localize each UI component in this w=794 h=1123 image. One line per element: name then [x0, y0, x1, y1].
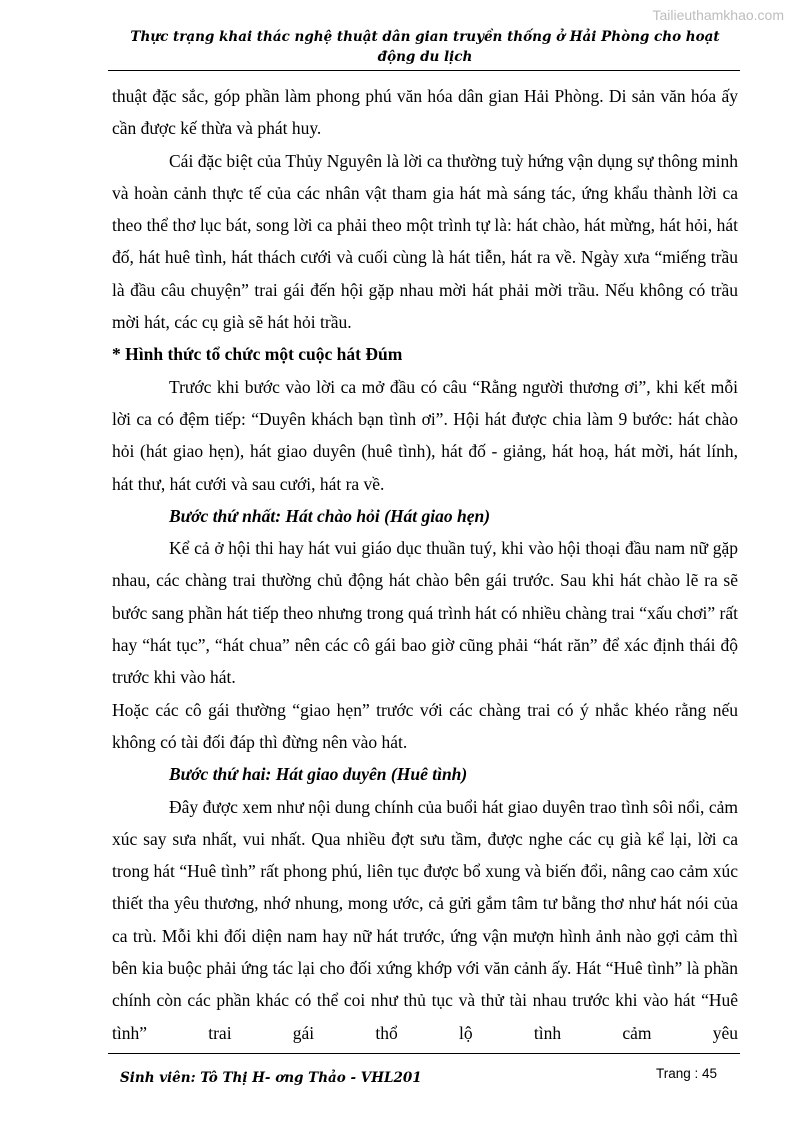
- header-divider: [108, 70, 740, 71]
- paragraph-2: Cái đặc biệt của Thủy Nguyên là lời ca thường tuỳ hứng vận dụng sự thông minh và hoàn cảnh thực tế của các nhân vật tham gia hát mà sáng tác, ứng khẩu thành lời ca theo thể thơ lục bát, song lời ca phải theo một trình tự là: hát chào, hát mừng, hát hỏi, hát đố, hát huê tình, hát thách cưới và cuối cùng là hát tiễn, hát ra về. Ngày xưa “miếng trầu là đầu câu chuyện” trai gái đến hội gặp nhau mời hát phải mời trầu. Nếu không có trầu mời hát, các cụ già sẽ hát hỏi trầu.: [112, 150, 738, 333]
- footer-author: Sinh viên: Tô Thị H- ơng Thảo - VHL201: [120, 1070, 422, 1086]
- section-heading: * Hình thức tổ chức một cuộc hát Đúm: [112, 344, 403, 365]
- paragraph-3: Trước khi bước vào lời ca mở đầu có câu “Rằng người thương ơi”, khi kết mỗi lời ca có đệm tiếp: “Duyên khách bạn tình ơi”. Hội hát được chia làm 9 bước: hát chào hỏi (hát giao hẹn), hát giao duyên (huê tình), hát đố - giảng, hát hoạ, hát mời, hát lính, hát thư, hát cưới và sau cưới, hát ra về.: [112, 376, 738, 494]
- footer-divider: [108, 1053, 740, 1054]
- page-header-title: Thực trạng khai thác nghệ thuật dân gian truyền thống ở Hải Phòng cho hoạt động du lịch: [130, 29, 720, 65]
- step-1-heading: Bước thứ nhất: Hát chào hỏi (Hát giao hẹn): [169, 505, 491, 526]
- step-2-heading: Bước thứ hai: Hát giao duyên (Huê tình): [169, 764, 468, 785]
- paragraph-1: thuật đặc sắc, góp phần làm phong phú văn hóa dân gian Hải Phòng. Di sản văn hóa ấy cần được kế thừa và phát huy.: [112, 86, 738, 139]
- paragraph-4: Kể cả ở hội thi hay hát vui giáo dục thuần tuý, khi vào hội thoại đầu nam nữ gặp nhau, các chàng trai thường chủ động hát chào bên gái trước. Sau khi hát chào lẽ ra sẽ bước sang phần hát tiếp theo nhưng trong quá trình hát có nhiều chàng trai “xấu chơi” rất hay “hát tục”, “hát chua” nên các cô gái bao giờ cũng phải “hát răn” để xác định thái độ trước khi vào hát.: [112, 538, 738, 688]
- page-number: Trang : 45: [656, 1066, 718, 1081]
- document-body: [112, 80, 738, 1049]
- watermark: Tailieuthamkhao.com: [652, 7, 784, 23]
- paragraph-6: Đây được xem như nội dung chính của buổi hát giao duyên trao tình sôi nổi, cảm xúc say sưa nhất, vui nhất. Qua nhiều đợt sưu tầm, được nghe các cụ già kể lại, lời ca trong hát “Huê tình” rất phong phú, liên tục được bổ xung và biến đổi, nâng cao cảm xúc thiết tha yêu thương, nhớ nhung, mong ước, cả gửi gắm tâm tư bằng thơ như hát nói của ca trù. Mỗi khi đối diện nam hay nữ hát trước, ứng vận mượn hình ảnh nào gợi cảm thì bên kia buộc phải ứng tác lại cho đối xứng khớp với văn cảnh ấy. Hát “Huê tình” là phần chính còn các phần khác có thể coi như thủ tục và thử tài nhau trước khi vào hát “Huê tình” trai gái thổ lộ tình cảm yêu: [112, 796, 738, 1043]
- paragraph-5: Hoặc các cô gái thường “giao hẹn” trước với các chàng trai có ý nhắc khéo rằng nếu không có tài đối đáp thì đừng nên vào hát.: [112, 699, 738, 752]
